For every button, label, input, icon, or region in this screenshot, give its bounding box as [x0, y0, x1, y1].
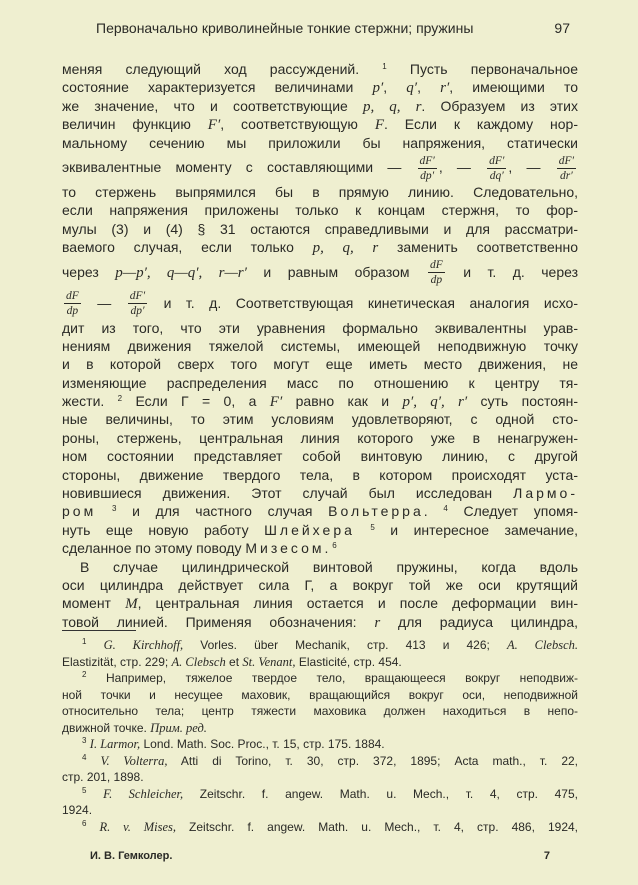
text-line [62, 238, 578, 256]
text-line [62, 134, 578, 152]
fraction-numerator: dF′ [558, 154, 575, 167]
text-run: момент [62, 595, 126, 612]
fraction [487, 154, 506, 183]
math-italic: St. Venant, [242, 654, 296, 669]
text-run: эквивалентные моменту с составляющими — [62, 158, 416, 175]
text-run: Lond. Math. Soc. Proc., т. 15, стр. 175. 1884. [140, 737, 385, 751]
text-run: ные величины, то этим условиям удовлетворяют, с одной сто- [62, 411, 578, 428]
math-italic: G. Kirchhoff, [103, 638, 184, 652]
text-run: Если Г = 0, а [122, 393, 270, 410]
math-italic: F′ [207, 117, 221, 134]
text-line [62, 466, 578, 484]
text-run: Пусть первоначальное [386, 61, 578, 77]
text-run: , [417, 79, 441, 96]
text-line [62, 576, 578, 594]
text-run: ной точки и несущее маховик, вращающийся вокруг оси, неподвижной [62, 687, 578, 702]
footnote-line [62, 703, 578, 720]
page-footer [90, 848, 550, 864]
text-run: — [82, 294, 126, 311]
text-line [62, 152, 578, 183]
text-run: , [383, 79, 407, 96]
text-line [62, 355, 578, 373]
footnote-line [62, 786, 578, 803]
math-italic: A. Clebsch [171, 654, 226, 669]
text-line [62, 447, 578, 465]
math-italic: M [125, 596, 138, 613]
math-italic: q′ [406, 80, 418, 97]
text-run: Elasticité, стр. 454. [295, 654, 402, 669]
text-run: и интересное замечание, [374, 521, 579, 538]
math-italic: p, q, r [363, 98, 422, 115]
math-italic: R. v. Mises, [99, 819, 176, 834]
text-line [62, 78, 578, 96]
text-line [62, 319, 578, 337]
text-run: , соответствующую [220, 116, 375, 133]
fraction-numerator: dF′ [129, 290, 146, 303]
footnote-ref: 2 [82, 670, 87, 679]
math-italic: p, q, r [312, 240, 379, 257]
text-run: и в которой сверх того могут еще иметь место движения, не [62, 356, 578, 373]
text-run [86, 638, 103, 652]
text-run: нуть еще новую работу [62, 521, 265, 538]
text-line [62, 429, 578, 447]
text-line [62, 220, 578, 238]
text-run: меняя следующий ход рассуждений. [62, 61, 383, 77]
text-line [62, 558, 578, 576]
text-run: Vorles. über Mechanik, стр. 413 и 426; [183, 638, 507, 652]
text-run: , центральная линия остается и после деформации вин- [137, 595, 579, 612]
math-italic: F. Schleicher, [103, 786, 184, 801]
text-line [62, 115, 578, 133]
math-italic: r [374, 614, 381, 631]
text-run: Elastizität, стр. 229; [62, 654, 172, 669]
text-run: заменить соответственно [378, 239, 579, 256]
text-run: . [324, 540, 333, 557]
footnote-line [62, 720, 578, 737]
fraction-numerator: dF [66, 290, 79, 303]
text-run: Следует упомя- [447, 503, 578, 520]
fraction-denominator: dp′ [420, 169, 435, 182]
text-run: Zeitschr. f. angew. Math. u. Mech., т. 4, стр. 486, 1924, [176, 819, 579, 834]
fraction-denominator: dr′ [559, 169, 573, 182]
footnote-ref: 4 [443, 504, 448, 514]
footnote-ref: 3 [82, 736, 87, 745]
text-run [355, 522, 370, 538]
footnote-line [62, 637, 578, 654]
text-run: и т. д. через [446, 263, 579, 280]
text-run: стр. 201, 1898. [62, 770, 144, 784]
text-line [62, 613, 578, 631]
math-italic: I. Larmor, [89, 737, 141, 751]
footnote-line [62, 769, 578, 786]
math-italic: A. Clebsch. [506, 638, 578, 652]
text-line [62, 201, 578, 219]
text-run: сделанное по этому поводу [62, 540, 246, 557]
math-italic: F [374, 117, 384, 134]
math-italic: r′ [440, 80, 450, 97]
text-run: если напряжения приложены только к концам стержня, то фор- [62, 202, 578, 219]
footnote-ref: 4 [82, 752, 87, 762]
text-run: . Образуем из этих [421, 97, 578, 114]
text-run: et [225, 654, 243, 669]
text-line [62, 484, 578, 502]
text-run: и т. д. Соответствующая кинетическая аналогия исхо- [149, 294, 578, 311]
text-run [86, 787, 103, 801]
footnote-ref: 6 [332, 541, 337, 551]
text-run: Atti di Torino, т. 30, стр. 372, 1895; Acta math., т. 22, [167, 753, 578, 768]
text-run: и равным образом [246, 263, 426, 280]
footnote-ref: 2 [117, 394, 123, 404]
footnote-line [62, 802, 578, 819]
text-run: суть постоян- [467, 393, 578, 410]
text-line [62, 392, 578, 410]
text-run: для радиуса цилиндра, [380, 613, 578, 630]
spaced-name: Мизесом [245, 540, 325, 557]
text-line [62, 594, 578, 612]
spaced-name: Вольтерра [328, 503, 424, 520]
text-run: относительно тела; центр тяжести маховика должен находиться в непо- [62, 704, 578, 718]
text-run: В случае цилиндрической винтовой пружины, когда вдоль [80, 558, 578, 575]
text-line [62, 257, 578, 288]
text-run: же значение, что и соответствующие [62, 97, 363, 114]
spaced-name: ром [62, 503, 97, 520]
text-line [62, 337, 578, 355]
text-run: Например, тяжелое твердое тело, вращающееся вокруг неподвиж- [86, 671, 578, 685]
footnote-ref: 1 [382, 62, 387, 71]
math-italic: p—p′, q—q′, r—r′ [115, 264, 247, 281]
footnote-ref: 5 [82, 785, 87, 795]
spaced-name: Шлейхера [264, 521, 355, 538]
text-run: дит из того, что эти уравнения формально эквивалентны урав- [62, 319, 578, 336]
fraction-denominator: dp [430, 274, 443, 287]
text-line [62, 60, 578, 78]
text-run: 1924. [62, 803, 93, 817]
text-run: и для частного случая [116, 503, 329, 520]
text-run: оси цилиндра действует сила Г, а вокруг той же оси крутящий [62, 576, 578, 593]
fraction [557, 154, 576, 183]
footnote-ref: 1 [82, 637, 87, 646]
text-run: жести. [62, 393, 118, 410]
text-run: ваемого случая, если только [62, 239, 313, 256]
text-line [62, 502, 578, 520]
footnote-ref: 5 [370, 522, 375, 532]
fraction-numerator: dF′ [489, 154, 505, 167]
footnote-line [62, 687, 578, 704]
footnote-line [62, 753, 578, 770]
footnote-divider [62, 630, 136, 631]
fraction-denominator: dp [66, 305, 79, 318]
text-run: роны, стержень, центральная линия которого уже в ненагружен- [62, 429, 578, 446]
signature-mark: И. В. Гемколер. [90, 850, 173, 862]
fraction-numerator: dF′ [419, 154, 435, 167]
footnote-ref: 3 [111, 504, 117, 514]
spaced-name: Лармо- [513, 485, 578, 502]
fraction [418, 154, 437, 183]
footnote-line [62, 670, 578, 687]
math-italic: p′ [372, 80, 384, 97]
footnote-line [62, 654, 578, 671]
text-line [62, 183, 578, 201]
text-run: , — [438, 158, 486, 175]
text-run: Zeitschr. f. angew. Math. u. Mech., т. 4, стр. 475, [183, 786, 578, 801]
text-run: ном состоянии представляет собой винтовую линию, с другой [62, 448, 578, 465]
fraction-numerator: dF [429, 259, 443, 272]
fraction-denominator: dp′ [130, 305, 145, 318]
math-italic: V. Volterra, [100, 753, 168, 768]
text-run: равно как и [282, 393, 403, 410]
main-text [62, 60, 578, 631]
text-run: мулы (3) и (4) § 31 остаются справедливыми и для рассматри- [62, 220, 578, 237]
page-number: 97 [554, 20, 570, 36]
text-run: то стержень выпрямился бы в прямую линию. Следовательно, [62, 183, 578, 200]
text-run: . Если к каждому нор- [383, 116, 579, 133]
text-run: товой линией. Применяя обозначения: [62, 613, 375, 630]
text-run: изменяющие распределения масс по отношению к центру тя- [62, 374, 578, 391]
fraction [128, 289, 147, 318]
footnote-line [62, 819, 578, 836]
sheet-number: 7 [543, 850, 550, 862]
math-italic: p′, q′, r′ [402, 394, 468, 411]
text-line [62, 521, 578, 539]
text-run: , — [508, 158, 555, 175]
fraction-denominator: dq′ [489, 169, 504, 182]
text-run: величин функцию [62, 116, 208, 133]
math-italic: Прим. ред. [150, 720, 207, 735]
running-header [62, 18, 578, 38]
fraction [64, 289, 81, 318]
text-run: мальному сечению мы приложили бы напряжения, статически [62, 134, 578, 151]
text-line [62, 97, 578, 115]
math-italic: F′ [269, 394, 283, 411]
text-run: нениям движения тяжелой системы, имеющей неподвижную точку [62, 337, 578, 354]
running-title: Первоначально криволинейные тонкие стержни; пружины [96, 20, 474, 36]
footnote-ref: 6 [82, 818, 87, 828]
text-run: через [62, 263, 116, 280]
text-run: новившиеся движения. Этот случай был исследован [62, 485, 514, 502]
text-run: движной точке. [62, 720, 151, 735]
text-run: . [423, 503, 444, 520]
text-line [62, 539, 578, 557]
fraction [428, 258, 445, 287]
text-run: , имеющими то [449, 79, 579, 96]
footnotes [62, 637, 578, 835]
text-line [62, 288, 578, 319]
footnote-line [62, 736, 578, 753]
text-line [62, 410, 578, 428]
text-line [62, 374, 578, 392]
text-run: стороны, движение твердого тела, в котором происходят уста- [62, 466, 578, 483]
text-run [86, 820, 99, 834]
text-run [86, 754, 100, 768]
text-run: состояние характеризуется величинами [62, 79, 373, 96]
text-run [96, 503, 112, 519]
